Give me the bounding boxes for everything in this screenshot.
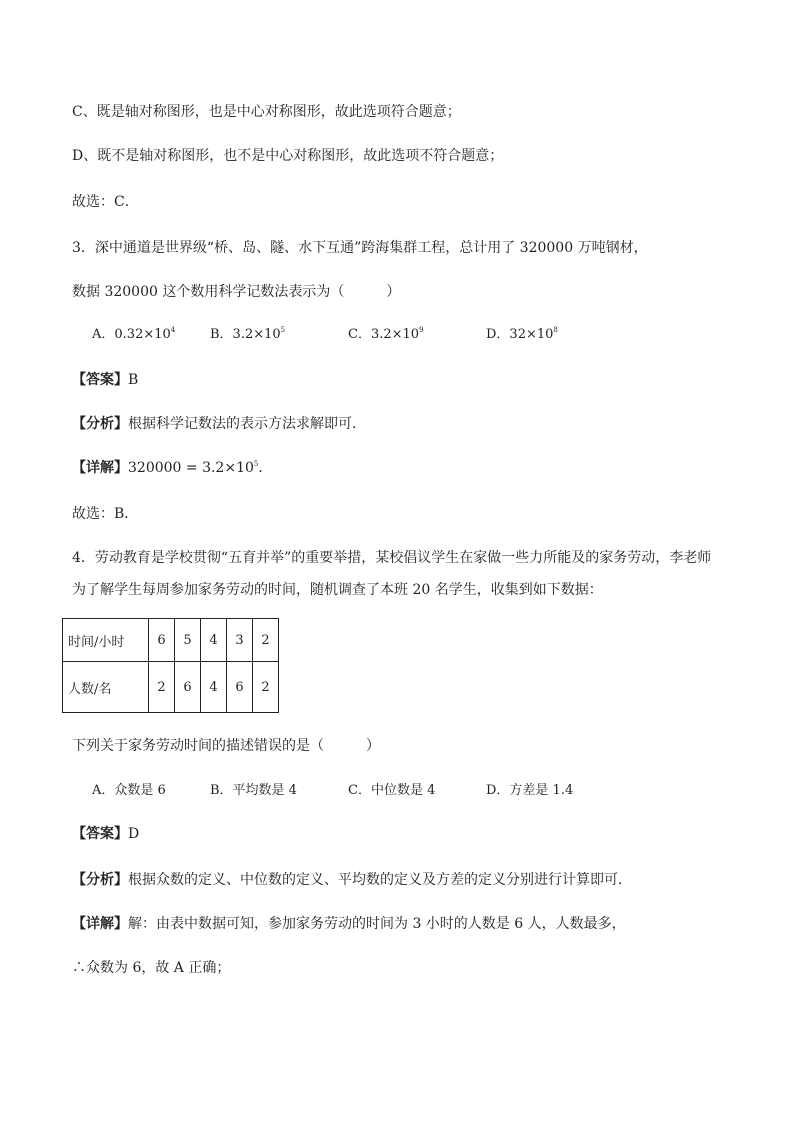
detail-text: 320000 = 3.2×10 bbox=[128, 460, 254, 476]
housework-data-table bbox=[62, 618, 279, 713]
question-3-answer bbox=[72, 370, 138, 390]
question-4-line-3: 下列关于家务劳动时间的描述错误的是（ ） bbox=[72, 738, 380, 754]
table-cell: 2 bbox=[253, 662, 279, 713]
detail-tag: 【详解】 bbox=[72, 460, 128, 476]
analysis-text: 根据众数的定义、中位数的定义、平均数的定义及方差的定义分别进行计算即可． bbox=[128, 872, 632, 888]
table-cell: 5 bbox=[175, 619, 201, 662]
table-cell: 2 bbox=[149, 662, 175, 713]
table-cell: 3 bbox=[227, 619, 253, 662]
analysis-tag: 【分析】 bbox=[72, 872, 128, 888]
table-cell: 4 bbox=[201, 619, 227, 662]
question-3-detail bbox=[72, 458, 272, 478]
question-3-line-1: 3．深中通道是世界级“桥、岛、隧、水下互通”跨海集群工程，总计用了 320000 万吨钢材， bbox=[72, 240, 648, 256]
table-row-header: 时间/小时 bbox=[63, 619, 149, 662]
answer-value: B bbox=[128, 372, 139, 388]
answer-value: D bbox=[128, 826, 140, 842]
detail-text: 解：由表中数据可知，参加家务劳动的时间为 3 小时的人数是 6 人，人数最多， bbox=[128, 916, 626, 932]
q3-option-b: B．$3.2\times 10^5$ bbox=[210, 326, 286, 342]
table-row-time bbox=[63, 619, 279, 662]
detail-end: ． bbox=[258, 460, 273, 476]
answer-choice-b: 故选：B． bbox=[72, 506, 139, 522]
q4-option-a: A．众数是 6 bbox=[92, 783, 166, 798]
detail-tag: 【详解】 bbox=[72, 916, 128, 932]
question-4-analysis bbox=[72, 870, 632, 890]
table-cell: 2 bbox=[253, 619, 279, 662]
analysis-tag: 【分析】 bbox=[72, 416, 128, 432]
question-3-analysis bbox=[72, 414, 366, 434]
table-cell: 4 bbox=[201, 662, 227, 713]
question-3-line-2: 数据 320000 这个数用科学记数法表示为（ ） bbox=[72, 284, 401, 300]
question-4-conclusion: ∴众数为 6，故 A 正确； bbox=[72, 960, 231, 976]
q4-option-c: C．中位数是 4 bbox=[348, 783, 436, 798]
detail-exponent: 5 bbox=[253, 460, 259, 468]
table-row-header: 人数/名 bbox=[63, 662, 149, 713]
table-row-count bbox=[63, 662, 279, 713]
answer-choice-c: 故选：C． bbox=[72, 194, 139, 210]
table-cell: 6 bbox=[175, 662, 201, 713]
answer-tag: 【答案】 bbox=[72, 372, 128, 388]
q4-option-b: B．平均数是 4 bbox=[210, 783, 297, 798]
c-option-explanation: C、既是轴对称图形，也是中心对称图形，故此选项符合题意； bbox=[72, 104, 461, 120]
table-cell: 6 bbox=[227, 662, 253, 713]
question-4-line-1: 4．劳动教育是学校贯彻“五育并举”的重要举措，某校倡议学生在家做一些力所能及的家务劳动，李老师 bbox=[72, 550, 712, 566]
q3-option-d: D．$32\times 10^8$ bbox=[486, 326, 558, 342]
q4-option-d: D．方差是 1.4 bbox=[486, 783, 574, 798]
answer-tag: 【答案】 bbox=[72, 826, 128, 842]
table-cell: 6 bbox=[149, 619, 175, 662]
d-option-explanation: D、既不是轴对称图形，也不是中心对称图形，故此选项不符合题意； bbox=[72, 148, 504, 164]
q3-option-c: C．$3.2\times 10^9$ bbox=[348, 326, 424, 342]
question-4-line-2: 为了解学生每周参加家务劳动的时间，随机调查了本班 20 名学生，收集到如下数据： bbox=[72, 582, 603, 598]
q3-option-a: A．$0.32\times 10^4$ bbox=[92, 326, 176, 342]
analysis-text: 根据科学记数法的表示方法求解即可． bbox=[128, 416, 366, 432]
question-4-detail bbox=[72, 914, 626, 934]
question-4-answer bbox=[72, 824, 139, 844]
